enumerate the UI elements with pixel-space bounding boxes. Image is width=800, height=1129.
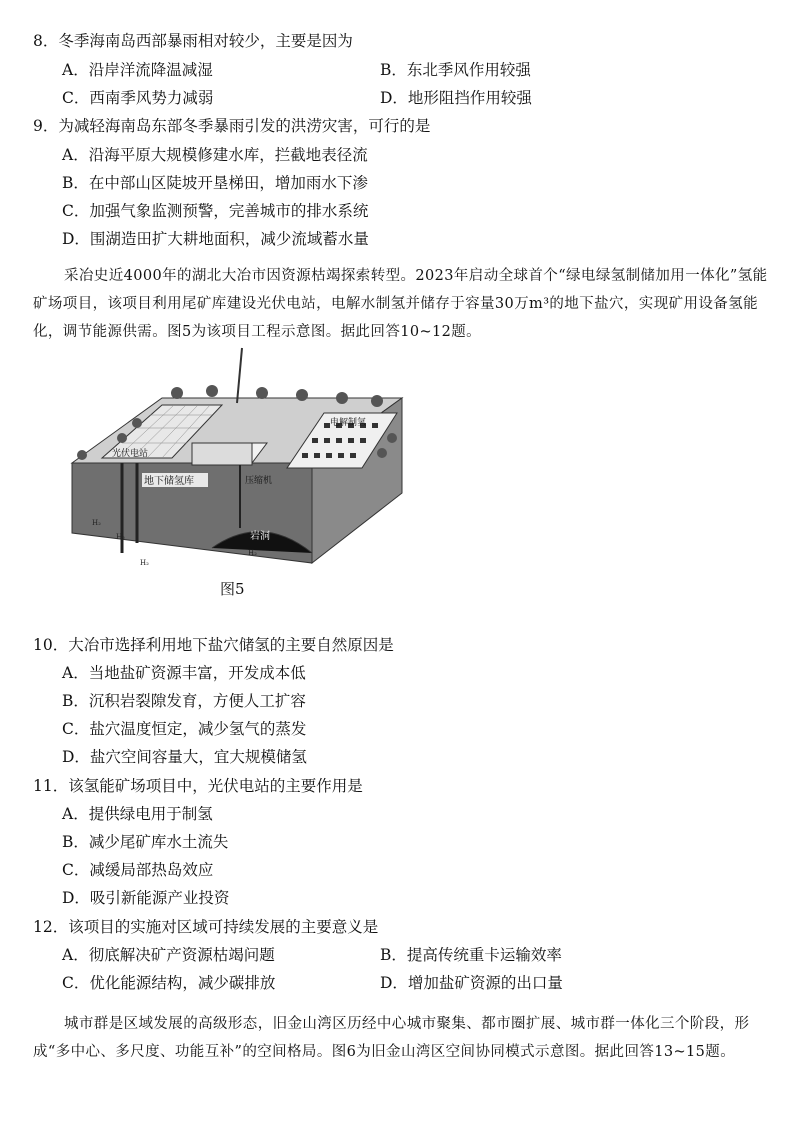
question-12-stem: 12．该项目的实施对区域可持续发展的主要意义是 <box>33 918 379 936</box>
question-10-option-c: C．盐穴温度恒定，减少氢气的蒸发 <box>62 720 307 738</box>
question-9-stem: 9．为减轻海南岛东部冬季暴雨引发的洪涝灾害，可行的是 <box>33 117 431 135</box>
question-12-option-b: B．提高传统重卡运输效率 <box>380 946 562 964</box>
question-9-option-a: A．沿海平原大规模修建水库，拦截地表径流 <box>62 146 368 164</box>
label-compressor: 压缩机 <box>245 476 273 486</box>
label-electrolysis: 电解制氢 <box>330 418 367 428</box>
question-12-option-c: C．优化能源结构，减少碳排放 <box>62 974 276 992</box>
figure-5-diagram <box>62 343 412 573</box>
question-9-option-c: C．加强气象监测预警，完善城市的排水系统 <box>62 202 369 220</box>
question-8-option-b: B．东北季风作用较强 <box>380 61 531 79</box>
label-storage: 地下储氢库 <box>144 476 194 487</box>
label-cavern: 岩洞 <box>250 531 270 542</box>
label-h2-2: H₂ <box>116 533 125 541</box>
question-11-option-a: A．提供绿电用于制氢 <box>62 805 213 823</box>
question-12-option-a: A．彻底解决矿产资源枯竭问题 <box>62 946 275 964</box>
question-12-option-d: D．增加盐矿资源的出口量 <box>380 974 563 992</box>
question-9-option-b: B．在中部山区陡坡开垦梯田，增加雨水下渗 <box>62 174 368 192</box>
label-pv: 光伏电站 <box>112 449 149 459</box>
question-11-option-c: C．减缓局部热岛效应 <box>62 861 214 879</box>
question-8-option-d: D．地形阻挡作用较强 <box>380 89 532 107</box>
question-10-option-b: B．沉积岩裂隙发育，方便人工扩容 <box>62 692 306 710</box>
passage-daye-hydrogen: 采冶史近4000年的湖北大冶市因资源枯竭探索转型。2023年启动全球首个“绿电绿氢制储加用一体化”氢能矿场项目，该项目利用尾矿库建设光伏电站，电解水制氢并储存于容量30万m³的地下盐穴，实现矿用设备氢能化，调节能源供需。图5为该项目工程示意图。据此回答10~12题。 <box>33 268 768 340</box>
label-h2-1: H₂ <box>92 519 101 527</box>
question-10-stem: 10．大冶市选择利用地下盐穴储氢的主要自然原因是 <box>33 636 394 654</box>
question-10-option-d: D．盐穴空间容量大，宜大规模储氢 <box>62 748 307 766</box>
question-8-option-c: C．西南季风势力减弱 <box>62 89 214 107</box>
question-11-option-d: D．吸引新能源产业投资 <box>62 889 230 907</box>
label-h2-3: H₂ <box>140 559 149 567</box>
figure-5-caption: 图5 <box>220 580 245 598</box>
label-h2-4: H₂ <box>248 549 257 557</box>
question-10-option-a: A．当地盐矿资源丰富，开发成本低 <box>62 664 306 682</box>
question-9-option-d: D．围湖造田扩大耕地面积，减少流域蓄水量 <box>62 230 369 248</box>
question-11-option-b: B．减少尾矿库水土流失 <box>62 833 229 851</box>
passage-bay-area: 城市群是区域发展的高级形态，旧金山湾区历经中心城市聚集、都市圈扩展、城市群一体化三个阶段，形成“多中心、多尺度、功能互补”的空间格局。图6为旧金山湾区空间协同模式示意图。据此回答13~15题。 <box>33 1016 750 1060</box>
question-8-stem: 8．冬季海南岛西部暴雨相对较少，主要是因为 <box>33 32 353 50</box>
question-11-stem: 11．该氢能矿场项目中，光伏电站的主要作用是 <box>33 777 363 795</box>
question-8-option-a: A．沿岸洋流降温减湿 <box>62 61 213 79</box>
